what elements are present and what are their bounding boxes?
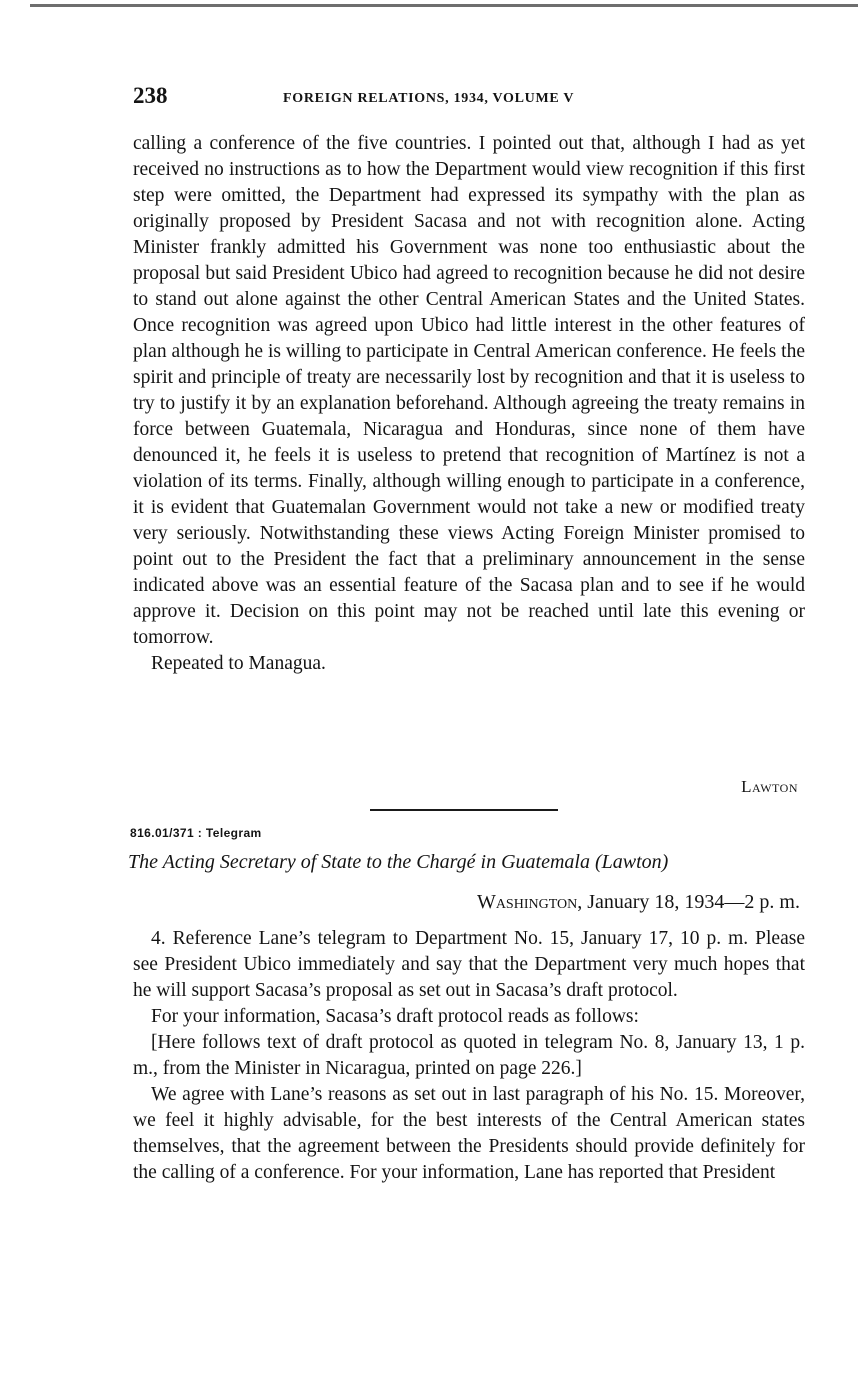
dateline-place: Washington [476, 891, 578, 913]
section-divider [370, 809, 558, 811]
dateline-date: , January 18, 1934—2 p. m. [577, 891, 800, 913]
body-paragraph: We agree with Lane’s reasons as set out in last paragraph of his No. 15. Moreover, we feel it highly advisable, for the best interests of the Central American states themselves, that the agreement between the Presidents should provide definitely for the calling of a conference. For your information, Lane has reported that President [133, 1084, 805, 1183]
body-paragraph: For your information, Sacasa’s draft protocol reads as follows: [151, 1006, 639, 1027]
page-number: 238 [133, 83, 168, 108]
dateline [128, 891, 800, 914]
body-paragraph: 4. Reference Lane’s telegram to Department No. 15, January 17, 10 p. m. Please see President Ubico immediately and say that the Department very much hopes that he will support Sacasa’s proposal as set out in Sacasa’s draft protocol. [133, 928, 805, 1001]
file-reference: 816.01/371 : Telegram [130, 826, 262, 840]
document-title: The Acting Secretary of State to the Chargé in Guatemala (Lawton) [128, 851, 669, 873]
signature-lawton: Lawton [741, 777, 798, 796]
repeated-note: Repeated to Managua. [151, 653, 326, 674]
page-header [133, 83, 803, 113]
body-paragraph: [Here follows text of draft protocol as quoted in telegram No. 8, January 13, 1 p. m., from the Minister in Nicaragua, printed on page 226.] [133, 1032, 805, 1079]
telegram-body-continued [133, 131, 805, 677]
running-head: FOREIGN RELATIONS, 1934, VOLUME V [283, 91, 575, 106]
telegram-body [133, 926, 805, 1186]
top-border-rule [30, 4, 858, 7]
continued-paragraph: calling a conference of the five countries. I pointed out that, although I had as yet received no instructions as to how the Department would view recognition if this first step were omitted, the Department had expressed its sympathy with the plan as originally proposed by President Sacasa and not with recognition alone. Acting Minister frankly admitted his Government was none too enthusiastic about the proposal but said President Ubico had agreed to recognition because he did not desire to stand out alone against the other Central American States and the United States. Once recognition was agreed upon Ubico had little interest in the other features of plan although he is willing to participate in Central American conference. He feels the spirit and principle of treaty are necessarily lost by recognition and that it is useless to try to justify it by an explanation beforehand. Although agreeing the treaty remains in force between Guatemala, Nicaragua and Honduras, since none of them have denounced it, he feels it is useless to pretend that recognition of Martínez is not a violation of its terms. Finally, although willing enough to participate in a conference, it is evident that Guatemalan Government would not take a new or modified treaty very seriously. Notwithstanding these views Acting Foreign Minister promised to point out to the President the fact that a preliminary announcement in the sense indicated above was an essential feature of the Sacasa plan and to see if he would approve it. Decision on this point may not be reached until late this evening or tomorrow. [133, 133, 805, 648]
